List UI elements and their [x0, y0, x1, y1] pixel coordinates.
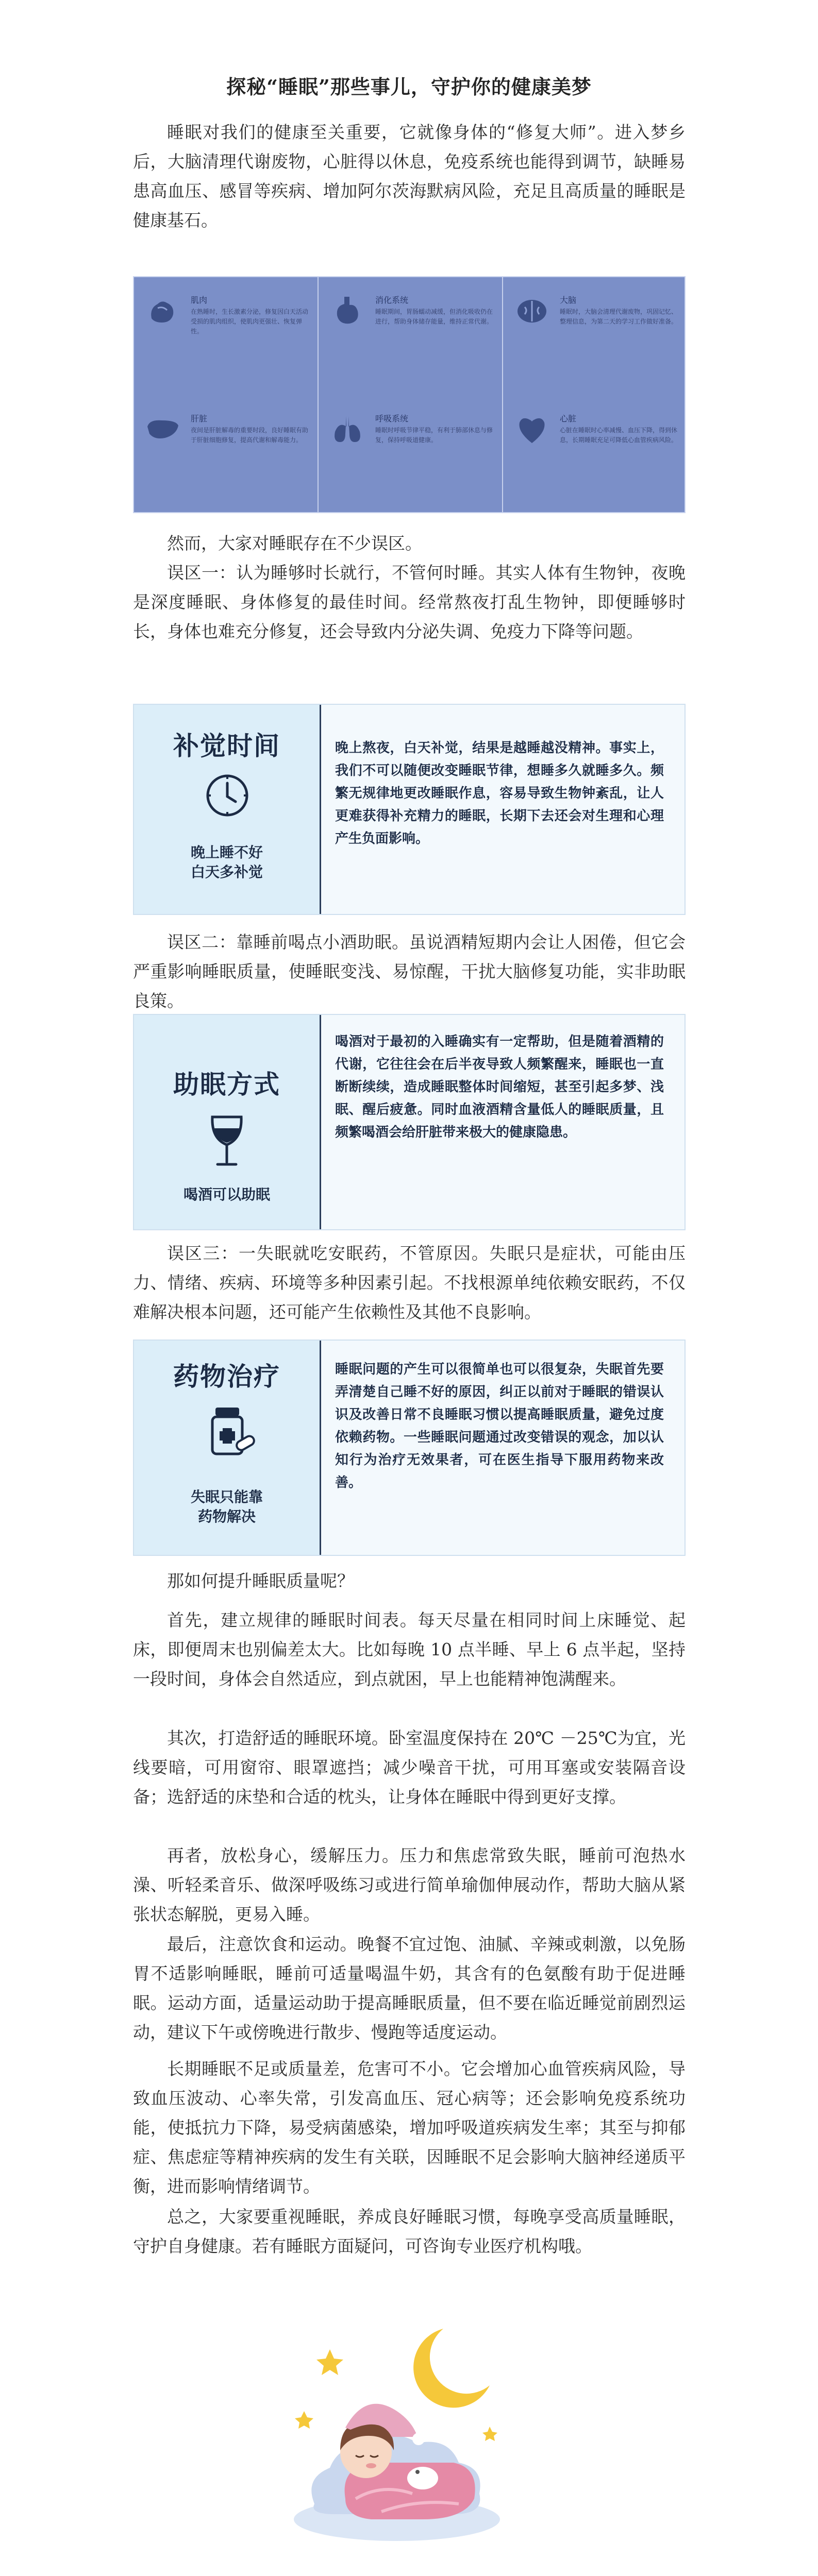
- sleeping-girl-illustration: [268, 2308, 526, 2555]
- organ-cell-heart: [508, 401, 683, 509]
- tip3-paragraph: 再者，放松身心，缓解压力。压力和焦虑常致失眠，睡前可泡热水澡、听轻柔音乐、做深呼吸练习或进行简单瑜伽伸展动作，帮助大脑从紧张状态解脱，更易入睡。: [133, 1845, 686, 1924]
- card-subtitle: 白天多补觉: [190, 863, 263, 880]
- organ-label: 大脑: [560, 295, 577, 305]
- heart-icon: [513, 411, 550, 448]
- medicine-bottle-icon: [200, 1402, 257, 1459]
- organ-label: 肌肉: [191, 295, 208, 305]
- organ-infographic: [133, 276, 686, 513]
- organ-cell-brain: [508, 282, 683, 391]
- clock-icon: [204, 772, 251, 819]
- info-card-sleep-aid: [133, 1014, 686, 1230]
- card-title: 补觉时间: [173, 731, 280, 761]
- brain-icon: [513, 293, 550, 330]
- organ-label: 心脏: [560, 414, 577, 423]
- organ-label: 呼吸系统: [375, 414, 409, 423]
- tip2-paragraph: 其次，打造舒适的睡眠环境。卧室温度保持在 20℃ －25℃为宜，光线要暗，可用窗帘、眼罩遮挡；减少噪音干扰，可用耳塞或安装隔音设备；选舒适的床垫和合适的枕头，让身体在睡眠中得到更好支撑。: [133, 1728, 686, 1807]
- divider-line: [502, 277, 503, 513]
- card-body-text: 喝酒对于最初的入睡确实有一定帮助，但是随着酒精的代谢，它往往会在后半夜导致人频繁醒来，睡眠也一直断断续续，造成睡眠整体时间缩短，甚至引起多梦、浅眠、醒后疲惫。同时血液酒精含量低人的睡眠质量，且频繁喝酒会给肝脏带来极大的健康隐患。: [335, 1034, 664, 1140]
- card-body-text: 晚上熬夜，白天补觉，结果是越睡越没精神。事实上，我们不可以随便改变睡眠节律，想睡多久就睡多久。频繁无规律地更改睡眠作息，容易导致生物钟紊乱，让人更难获得补充精力的睡眠，长期下去还会对生理和心理产生负面影响。: [335, 740, 664, 846]
- star-icon: [482, 2427, 497, 2441]
- star-icon: [316, 2349, 343, 2375]
- card-title: 药物治疗: [173, 1362, 280, 1392]
- moon-icon: [413, 2329, 490, 2408]
- conclusion-paragraph: 总之，大家要重视睡眠，养成良好睡眠习惯，每晚享受高质量睡眠，守护自身健康。若有睡眠方面疑问，可咨询专业医疗机构哦。: [133, 2207, 686, 2256]
- card-subtitle: 药物解决: [197, 1508, 256, 1525]
- consequence-paragraph: 长期睡眠不足或质量差，危害可不小。它会增加心血管疾病风险，导致血压波动、心率失常，引发高血压、冠心病等；还会影响免疫系统功能，使抵抗力下降，易受病菌感染，增加呼吸道疾病发生率；其至与抑郁症、焦虑症等精神疾病的发生有关联，因睡眠不足会影响大脑神经递质平衡，进而影响情绪调节。: [133, 2059, 686, 2196]
- how-to-paragraph: 那如何提升睡眠质量呢？: [167, 1571, 354, 1591]
- organ-text: 睡眠时，大脑会清理代谢废物，巩固记忆、整理信息，为第二天的学习工作做好准备。: [560, 308, 678, 325]
- organ-text: 心脏在睡眠时心率减慢、血压下降，得到休息，长期睡眠充足可降低心血管疾病风险。: [560, 427, 678, 444]
- myth2-paragraph: 误区二：靠睡前喝点小酒助眠。虽说酒精短期内会让人困倦，但它会严重影响睡眠质量，使睡眠变浅、易惊醒，干扰大脑修复功能，实非助眠良策。: [133, 932, 686, 1011]
- liver-icon: [144, 411, 181, 448]
- organ-cell-digestive: [324, 282, 499, 391]
- article-title: 探秘“睡眠”那些事儿，守护你的健康美梦: [226, 75, 592, 98]
- organ-label: 消化系统: [375, 295, 409, 305]
- divider-line: [318, 277, 319, 513]
- organ-cell-respiratory: [324, 401, 499, 509]
- lungs-icon: [329, 411, 366, 448]
- transition-paragraph: 然而，大家对睡眠存在不少误区。: [167, 533, 422, 553]
- organ-cell-muscle: [139, 282, 314, 391]
- card-body-text: 睡眠问题的产生可以很简单也可以很复杂，失眠首先要弄清楚自己睡不好的原因，纠正以前对于睡眠的错误认识及改善日常不良睡眠习惯以提高睡眠质量，避免过度依赖药物。一些睡眠问题通过改变错误的观念，加以认知行为治疗无效果者，可在医生指导下服用药物来改善。: [335, 1362, 664, 1490]
- organ-text: 睡眠时呼吸节律平稳，有利于肺部休息与修复，保持呼吸道健康。: [375, 427, 493, 444]
- organ-text: 睡眠期间，胃肠蠕动减缓，但消化吸收仍在进行，帮助身体储存能量，维持正常代谢。: [375, 308, 493, 325]
- info-card-medication: [133, 1340, 686, 1556]
- myth1-paragraph: 误区一：认为睡够时长就行，不管何时睡。其实人体有生物钟，夜晚是深度睡眠、身体修复的最佳时间。经常熬夜打乱生物钟，即便睡够时长，身体也难充分修复，还会导致内分泌失调、免疫力下降等问题。: [133, 563, 686, 641]
- card-title: 助眠方式: [173, 1070, 280, 1099]
- card-subtitle: 喝酒可以助眠: [183, 1186, 270, 1203]
- organ-label: 肝脏: [191, 414, 208, 423]
- stomach-icon: [329, 293, 366, 330]
- info-card-sleep-time: [133, 704, 686, 915]
- wine-glass-icon: [206, 1113, 247, 1170]
- intro-paragraph: 睡眠对我们的健康至关重要，它就像身体的“修复大师”。进入梦乡后，大脑清理代谢废物，心脏得以休息，免疫系统也能得到调节，缺睡易患高血压、感冒等疾病、增加阿尔茨海默病风险，充足且高质量的睡眠是健康基石。: [133, 122, 686, 230]
- tip1-paragraph: 首先，建立规律的睡眠时间表。每天尽量在相同时间上床睡觉、起床，即便周末也别偏差太大。比如每晚 10 点半睡、早上 6 点半起，坚持一段时间，身体会自然适应，到点就困，早上也能精神饱满醒来。: [133, 1610, 686, 1689]
- myth3-paragraph: 误区三：一失眠就吃安眠药，不管原因。失眠只是症状，可能由压力、情绪、疾病、环境等多种因素引起。不找根源单纯依赖安眠药，不仅难解决根本问题，还可能产生依赖性及其他不良影响。: [133, 1243, 686, 1322]
- organ-text: 夜间是肝脏解毒的重要时段，良好睡眠有助于肝脏细胞修复，提高代谢和解毒能力。: [191, 427, 309, 444]
- star-icon: [295, 2411, 313, 2429]
- organ-cell-liver: [139, 401, 314, 509]
- tip4-paragraph: 最后，注意饮食和运动。晚餐不宜过饱、油腻、辛辣或刺激，以免肠胃不适影响睡眠，睡前可适量喝温牛奶，其含有的色氨酸有助于促进睡眠。运动方面，适量运动助于提高睡眠质量，但不要在临近睡觉前剧烈运动，建议下午或傍晚进行散步、慢跑等适度运动。: [133, 1934, 686, 2042]
- card-subtitle: 失眠只能靠: [190, 1488, 263, 1505]
- organ-text: 在熟睡时，生长激素分泌，修复因白天活动受损的肌肉组织，使肌肉更强壮、恢复弹性。: [191, 308, 309, 335]
- muscle-icon: [144, 293, 181, 330]
- card-subtitle: 晚上睡不好: [190, 844, 263, 861]
